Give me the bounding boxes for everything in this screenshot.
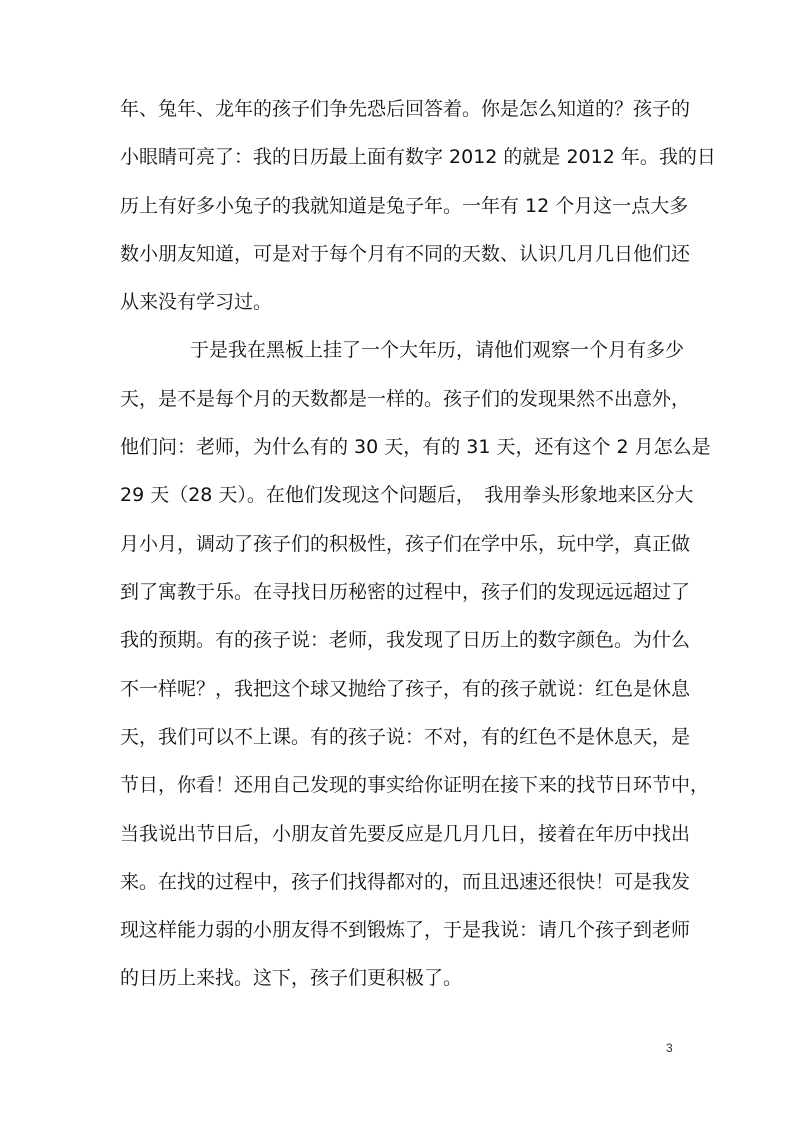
paragraph-2-line-10: 节日，你看！还用自己发现的事实给你证明在接下来的找节日环节中， [120,774,710,796]
paragraph-2-line-7: 我的预期。有的孩子说：老师，我发现了日历上的数字颜色。为什么 [120,629,691,651]
paragraph-2-line-9: 天，我们可以不上课。有的孩子说：不对，有的红色不是休息天，是 [120,726,691,748]
paragraph-2-line-11: 当我说出节日后，小朋友首先要反应是几月几日，接着在年历中找出 [120,823,691,845]
page-number: 3 [666,1041,673,1055]
paragraph-2-line-8: 不一样呢？，我把这个球又抛给了孩子，有的孩子就说：红色是休息 [120,678,691,700]
paragraph-1-line-5: 从来没有学习过。 [120,291,273,313]
paragraph-2-line-6: 到了寓教于乐。在寻找日历秘密的过程中，孩子们的发现远远超过了 [120,581,691,603]
paragraph-2-line-13: 现这样能力弱的小朋友得不到锻炼了，于是我说：请几个孩子到老师 [120,919,691,941]
paragraph-1-line-2: 小眼睛可亮了：我的日历最上面有数字 2012 的就是 2012 年。我的日 [120,146,716,168]
paragraph-2-line-14: 的日历上来找。这下，孩子们更积极了。 [120,967,463,989]
paragraph-2-line-2: 天，是不是每个月的天数都是一样的。孩子们的发现果然不出意外， [120,388,691,410]
paragraph-1-line-1: 年、兔年、龙年的孩子们争先恐后回答着。你是怎么知道的？孩子的 [120,98,691,120]
paragraph-2-line-5: 月小月，调动了孩子们的积极性，孩子们在学中乐，玩中学，真正做 [120,533,691,555]
paragraph-2-line-1: 于是我在黑板上挂了一个大年历，请他们观察一个月有多少 [190,339,685,361]
paragraph-2-line-3: 他们问：老师，为什么有的 30 天，有的 31 天，还有这个 2 月怎么是 [120,436,711,458]
paragraph-1-line-3: 历上有好多小兔子的我就知道是兔子年。一年有 12 个月这一点大多 [120,195,689,217]
paragraph-1-line-4: 数小朋友知道，可是对于每个月有不同的天数、认识几月几日他们还 [120,243,691,265]
paragraph-2-line-12: 来。在找的过程中，孩子们找得都对的，而且迅速还很快！可是我发 [120,871,691,893]
paragraph-2-line-4: 29 天（28 天）。在他们发现这个问题后， 我用拳头形象地来区分大 [120,484,694,506]
